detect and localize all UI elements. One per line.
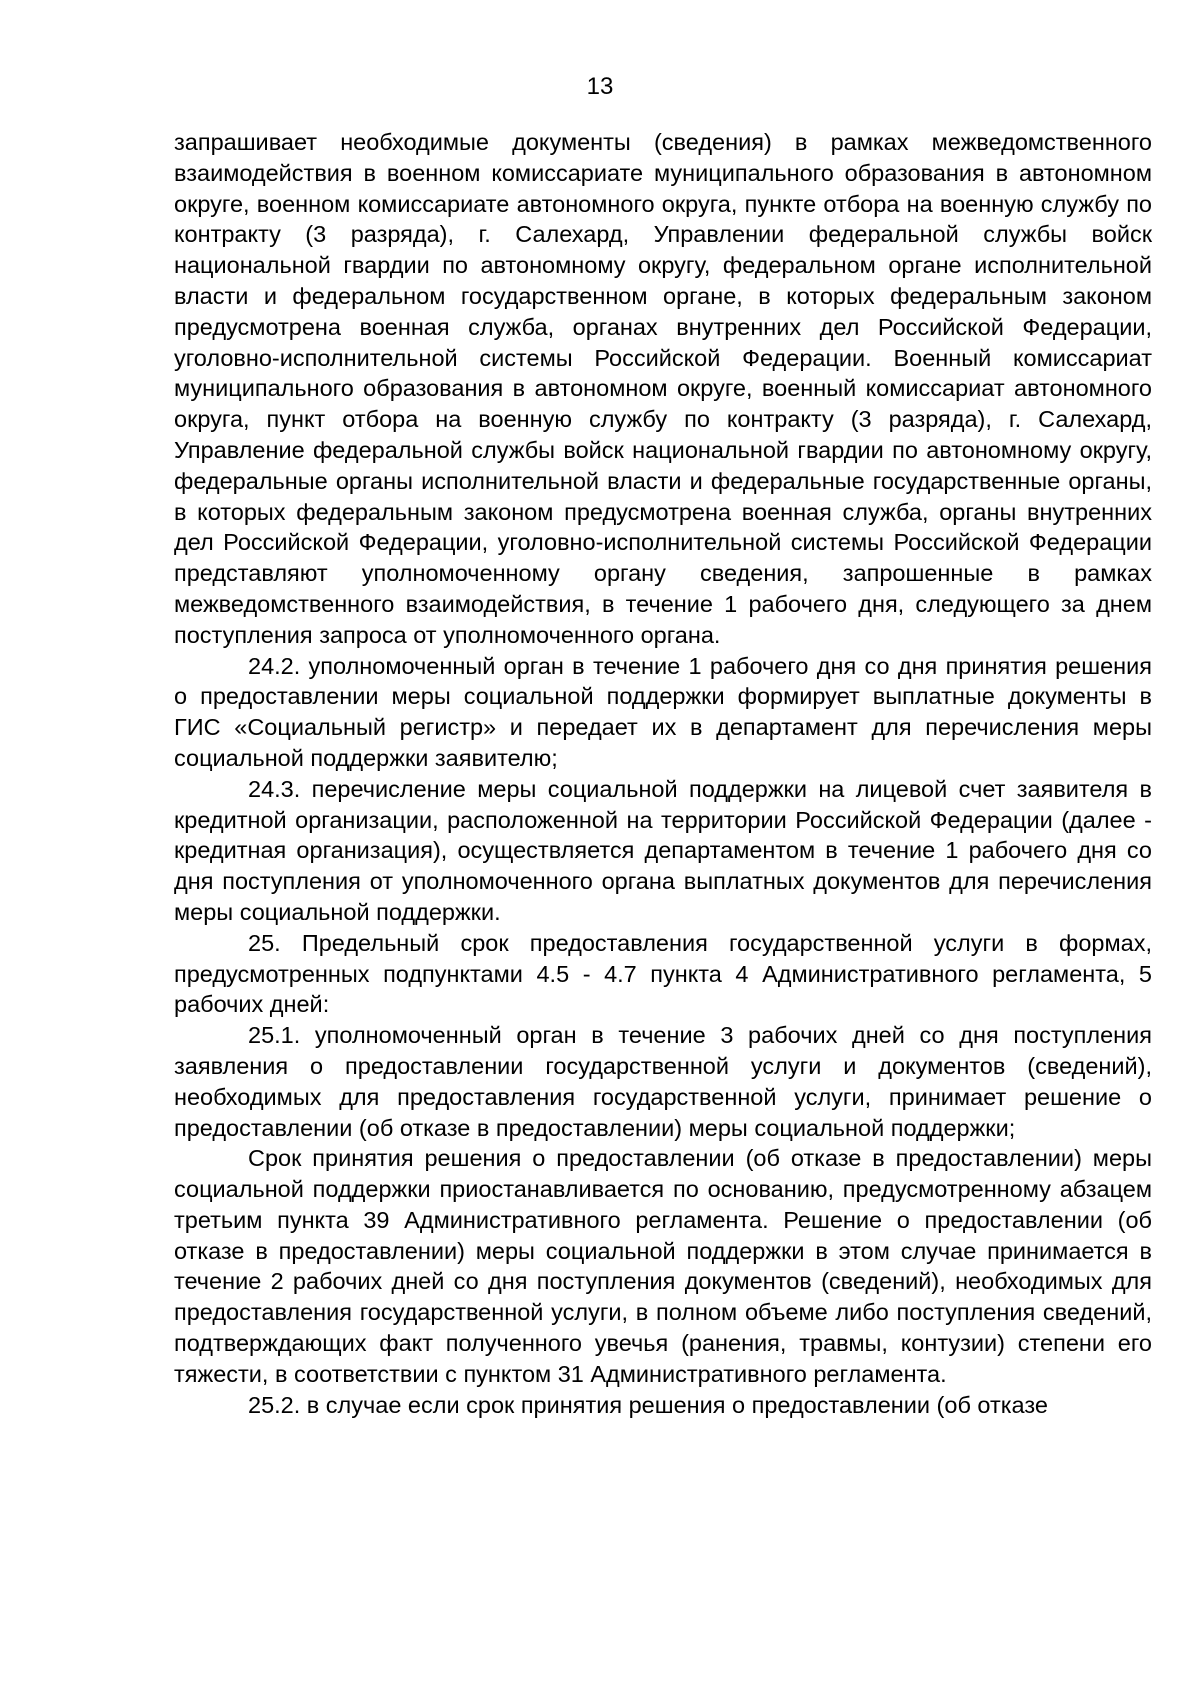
document-body bbox=[174, 127, 1152, 1420]
paragraph-24-3: 24.3. перечисление меры социальной поддержки на лицевой счет заявителя в кредитной организации, расположенной на территории Российской Федерации (далее - кредитная организация), осуществляется департаментом в течение 1 рабочего дня со дня поступления от уполномоченного органа выплатных документов для перечисления меры социальной поддержки. bbox=[174, 775, 1152, 925]
paragraph-25: 25. Предельный срок предоставления государственной услуги в формах, предусмотренных подпунктами 4.5 - 4.7 пункта 4 Административного регламента, 5 рабочих дней: bbox=[174, 929, 1152, 1018]
paragraph-request-documents: запрашивает необходимые документы (сведения) в рамках межведомственного взаимодействия в военном комиссариате муниципального образования в автономном округе, военном комиссариате автономного округа, пункте отбора на военную службу по контракту (3 разряда), г. Салехард, Управлении федеральной службы войск национальной гвардии по автономному округу, федеральном органе исполнительной власти и федеральном государственном органе, в которых федеральным законом предусмотрена военная служба, органах внутренних дел Российской Федерации, уголовно-исполнительной системы Российской Федерации. Военный комиссариат муниципального образования в автономном округе, военный комиссариат автономного округа, пункт отбора на военную службу по контракту (3 разряда), г. Салехард, Управление федеральной службы войск национальной гвардии по автономному округу, федеральные органы исполнительной власти и федеральные государственные органы, в которых федеральным законом предусмотрена военная служба, органы внутренних дел Российской Федерации, уголовно-исполнительной системы Российской Федерации представляют уполномоченному органу сведения, запрошенные в рамках межведомственного взаимодействия, в течение 1 рабочего дня, следующего за днем поступления запроса от уполномоченного органа. bbox=[174, 129, 1152, 648]
paragraph-decision-deadline: Срок принятия решения о предоставлении (об отказе в предоставлении) меры социальной поддержки приостанавливается по основанию, предусмотренному абзацем третьим пункта 39 Административного регламента. Решение о предоставлении (об отказе в предоставлении) меры социальной поддержки в этом случае принимается в течение 2 рабочих дней со дня поступления документов (сведений), необходимых для предоставления государственной услуги, в полном объеме либо поступления сведений, подтверждающих факт полученного увечья (ранения, травмы, контузии) степени его тяжести, в соответствии с пунктом 31 Административного регламента. bbox=[174, 1145, 1152, 1387]
page-number: 13 bbox=[586, 73, 614, 100]
paragraph-25-1: 25.1. уполномоченный орган в течение 3 рабочих дней со дня поступления заявления о предоставлении государственной услуги и документов (сведений), необходимых для предоставления государственной услуги, принимает решение о предоставлении (об отказе в предоставлении) меры социальной поддержки; bbox=[174, 1022, 1152, 1141]
paragraph-25-2: 25.2. в случае если срок принятия решения о предоставлении (об отказе bbox=[248, 1391, 1048, 1418]
paragraph-24-2: 24.2. уполномоченный орган в течение 1 рабочего дня со дня принятия решения о предоставлении меры социальной поддержки формирует выплатные документы в ГИС «Социальный регистр» и передает их в департамент для перечисления меры социальной поддержки заявителю; bbox=[174, 652, 1152, 771]
